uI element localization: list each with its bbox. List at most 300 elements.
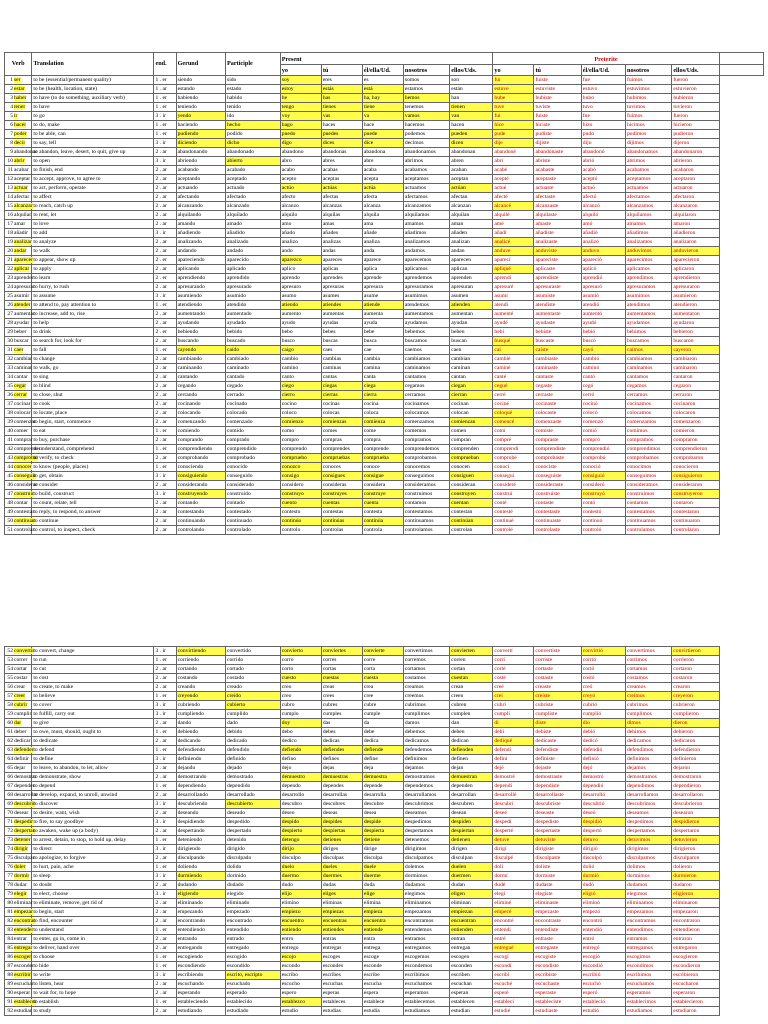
preterite-tu-cell: caíste [534, 346, 581, 355]
present-el-cell: ciega [362, 382, 403, 391]
translation-cell: to understand [32, 926, 154, 935]
verb: entender [14, 927, 34, 933]
preterite-nosotros-cell: costamos [625, 674, 671, 683]
preterite-tu-cell: dudaste [534, 881, 581, 890]
translation-cell: to apologize, to forgive [32, 854, 154, 863]
row-number: 73 [7, 837, 13, 843]
preterite-ellos-cell: añadieron [672, 229, 719, 238]
present-nosotros-cell: contestamos [403, 508, 449, 517]
preterite-nosotros-cell: establecimos [625, 998, 671, 1007]
row-number-cell [5, 782, 35, 791]
row-number-cell [5, 211, 32, 220]
preterite-tu-cell: entraste [534, 935, 581, 944]
participle-cell: escrito, escripto [226, 971, 281, 980]
table-row [5, 526, 764, 535]
preterite-ellos-cell: despertaron [672, 827, 719, 836]
preterite-nosotros-cell: elegimos [625, 890, 671, 899]
ending-cell: 3 . ir [154, 800, 176, 809]
present-el-cell: elimina [362, 899, 403, 908]
present-yo-cell: atiendo [280, 301, 321, 310]
present-tu-cell: despiertas [321, 827, 362, 836]
gerund-cell: defendiendo [176, 746, 225, 755]
participle-cell: dormido [226, 872, 281, 881]
preterite-ellos-cell: disculparon [672, 854, 719, 863]
preterite-ellos-cell: continuaron [672, 517, 719, 526]
present-yo-cell: escondo [280, 962, 321, 971]
row-number-cell [5, 346, 32, 355]
ending-cell: 2 . ar [154, 809, 176, 818]
row-number: 58 [7, 702, 13, 708]
table-row [5, 746, 764, 755]
row-number: 13 [7, 185, 13, 191]
row-number: 84 [7, 936, 13, 942]
table-row [5, 220, 764, 229]
translation-cell: to begin, start, commence [32, 418, 154, 427]
gerund-cell: cubriendo [176, 701, 225, 710]
participle-cell: dirigido [226, 845, 281, 854]
preterite-ellos-cell: cayeron [672, 346, 719, 355]
present-nosotros-cell: hacemos [403, 121, 449, 130]
preterite-yo-cell: analicé [493, 238, 534, 247]
participle-cell: cumplido [226, 710, 281, 719]
preterite-ellos-cell: esperaron [672, 989, 719, 998]
verb: comprobar [14, 455, 39, 461]
present-yo-cell: cumplo [280, 710, 321, 719]
row-number: 75 [7, 855, 13, 861]
preterite-tu-cell: contaste [534, 499, 581, 508]
present-yo-cell: deseo [280, 809, 321, 818]
present-tu-cell: construyes [321, 490, 362, 499]
present-yo-cell: alcanzo [280, 202, 321, 211]
preterite-el-cell: dudó [581, 881, 625, 890]
present-yo-cell: creo [280, 692, 321, 701]
row-number-cell [5, 319, 32, 328]
preterite-ellos-cell: aumentaron [672, 310, 719, 319]
present-yo-cell: estoy [280, 85, 321, 94]
table-row [5, 94, 764, 103]
participle-cell: comprobado [226, 454, 281, 463]
present-el-cell: ama [362, 220, 403, 229]
header-present-yo: yo [280, 64, 321, 76]
present-tu-cell: dueles [321, 863, 362, 872]
preterite-tu-cell: hubiste [534, 94, 581, 103]
row-number: 67 [7, 783, 13, 789]
preterite-nosotros-cell: escondimos [625, 962, 671, 971]
preterite-tu-cell: fuiste [534, 112, 581, 121]
row-number: 26 [7, 302, 13, 308]
present-nosotros-cell: escribimos [403, 971, 449, 980]
preterite-ellos-cell: colocaron [672, 409, 719, 418]
present-ellos-cell: añaden [450, 229, 493, 238]
ending-cell: 2 . ar [154, 166, 176, 175]
verb: cambiar [14, 356, 33, 362]
table-row [5, 337, 764, 346]
present-el-cell: empieza [362, 908, 403, 917]
preterite-yo-cell: cambié [493, 355, 534, 364]
participle-cell: construido [226, 490, 281, 499]
preterite-yo-cell: aprendí [493, 274, 534, 283]
present-ellos-cell: cubren [450, 701, 493, 710]
present-nosotros-cell: demostramos [403, 773, 449, 782]
table-row [5, 463, 764, 472]
verb: contestar [14, 509, 35, 515]
row-number: 55 [7, 675, 13, 681]
verb: demostrar [14, 774, 37, 780]
present-nosotros-cell: apresuramos [403, 283, 449, 292]
present-tu-cell: cantas [321, 373, 362, 382]
translation-cell: to analyze [32, 238, 154, 247]
preterite-tu-cell: escogiste [534, 953, 581, 962]
preterite-el-cell: costó [581, 674, 625, 683]
translation-cell: to elect, choose [32, 890, 154, 899]
verb: comprar [14, 437, 33, 443]
present-nosotros-cell: buscamos [403, 337, 449, 346]
participle-cell: alcanzado [226, 202, 281, 211]
preterite-el-cell: cayó [581, 346, 625, 355]
preterite-tu-cell: demostraste [534, 773, 581, 782]
row-number: 85 [7, 945, 13, 951]
participle-cell: demostrado [226, 773, 281, 782]
present-yo-cell: escribo [280, 971, 321, 980]
preterite-nosotros-cell: comprobamos [626, 454, 672, 463]
row-number: 29 [7, 329, 13, 335]
verb: cantar [14, 374, 28, 380]
row-number-cell [5, 76, 32, 85]
preterite-nosotros-cell: afectamos [626, 193, 672, 202]
preterite-ellos-cell: entendieron [672, 926, 719, 935]
preterite-tu-cell: analizaste [534, 238, 581, 247]
verb: aprender [14, 275, 34, 281]
present-tu-cell: caminas [321, 364, 362, 373]
present-el-cell: cree [362, 692, 403, 701]
ending-cell: 2 . ar [154, 193, 176, 202]
preterite-el-cell: colocó [581, 409, 625, 418]
present-tu-cell: puedes [321, 130, 362, 139]
present-ellos-cell: controlan [450, 526, 493, 535]
preterite-el-cell: aumentó [581, 310, 625, 319]
translation-cell: to build, construct [32, 490, 154, 499]
table-row [5, 854, 764, 863]
gerund-cell: dependiendo [176, 782, 225, 791]
present-ellos-cell: escuchan [450, 980, 493, 989]
table-row [5, 499, 764, 508]
table-row [5, 917, 764, 926]
verb: deber [14, 729, 27, 735]
ending-cell: 2 . ar [154, 400, 176, 409]
present-el-cell: descubre [362, 800, 403, 809]
ending-cell: 1 . er [154, 103, 176, 112]
present-tu-cell: has [321, 94, 362, 103]
present-el-cell: encuentra [362, 917, 403, 926]
present-ellos-cell: crean [450, 683, 493, 692]
present-yo-cell: aumento [280, 310, 321, 319]
preterite-el-cell: dolió [581, 863, 625, 872]
preterite-tu-cell: cumpliste [534, 710, 581, 719]
table-row [5, 863, 764, 872]
present-yo-cell: escucho [280, 980, 321, 989]
present-tu-cell: consigues [321, 472, 362, 481]
preterite-ellos-cell: atendieron [672, 301, 719, 310]
present-ellos-cell: analizan [450, 238, 493, 247]
participle-cell: controlado [226, 526, 281, 535]
translation-cell: to do, make [32, 121, 154, 130]
verb: analizar [14, 239, 32, 245]
header-translation: Translation [32, 53, 154, 76]
verb: desarrollar [14, 792, 38, 798]
present-yo-cell: acabo [280, 166, 321, 175]
translation-cell: to cut [32, 665, 154, 674]
preterite-tu-cell: aceptaste [534, 175, 581, 184]
row-number-cell [5, 517, 36, 526]
ending-cell: 2 . ar [154, 935, 176, 944]
participle-cell: escuchado [226, 980, 281, 989]
present-el-cell: duda [362, 881, 403, 890]
ending-cell: 2 . ar [154, 517, 176, 526]
present-yo-cell: dejo [280, 764, 321, 773]
preterite-tu-cell: estuviste [534, 85, 581, 94]
preterite-el-cell: descubrió [581, 800, 625, 809]
table-row [5, 76, 764, 85]
preterite-nosotros-cell: contamos [626, 499, 672, 508]
row-number-cell [5, 980, 32, 989]
preterite-el-cell: convirtió [581, 647, 625, 656]
gerund-cell: cumpliendo [176, 710, 225, 719]
preterite-ellos-cell: crearon [672, 683, 719, 692]
present-el-cell: duerme [362, 872, 403, 881]
preterite-tu-cell: dirigiste [534, 845, 581, 854]
verb: costar [14, 675, 28, 681]
preterite-tu-cell: encontraste [534, 917, 581, 926]
preterite-yo-cell: convertí [493, 647, 534, 656]
verb: elegir [14, 891, 27, 897]
present-nosotros-cell: tenemos [403, 103, 449, 112]
verb: atender [14, 302, 31, 308]
verb: añadir [14, 230, 28, 236]
gerund-cell: cortando [176, 665, 225, 674]
row-number: 10 [7, 158, 13, 164]
present-yo-cell: tengo [280, 103, 321, 112]
translation-cell: to attend to, pay attention to [32, 301, 154, 310]
translation-cell: to be (essential/permanent quality) [32, 76, 154, 85]
verb: aplicar [14, 266, 30, 272]
present-yo-cell: dudo [280, 881, 321, 890]
gerund-cell: yendo [176, 112, 225, 121]
row-number: 70 [7, 810, 13, 816]
present-ellos-cell: aumentan [450, 310, 493, 319]
gerund-cell: dejando [176, 764, 225, 773]
row-number-cell [5, 436, 32, 445]
ending-cell: 1 . er [154, 445, 176, 454]
ending-cell: 2 . ar [154, 1007, 176, 1016]
row-number-cell [5, 391, 32, 400]
present-tu-cell: tienes [321, 103, 362, 112]
translation-cell: to rent, let [32, 211, 154, 220]
preterite-yo-cell: afecté [493, 193, 534, 202]
present-el-cell: entiende [362, 926, 403, 935]
participle-cell: alquilado [226, 211, 281, 220]
preterite-tu-cell: defendiste [534, 746, 581, 755]
table-row [5, 85, 764, 94]
present-yo-cell: ciego [280, 382, 321, 391]
ending-cell: 1 . er [154, 728, 176, 737]
present-el-cell: acepta [362, 175, 403, 184]
present-ellos-cell: colocan [450, 409, 493, 418]
gerund-cell: cegando [176, 382, 225, 391]
preterite-ellos-cell: debieron [672, 728, 719, 737]
verb: aparecer [14, 257, 33, 263]
table-row [5, 103, 764, 112]
present-el-cell: cierra [362, 391, 403, 400]
present-tu-cell: cortas [321, 665, 362, 674]
preterite-ellos-cell: cumplieron [672, 710, 719, 719]
participle-cell: deseado [226, 809, 281, 818]
preterite-nosotros-cell: convertimos [625, 647, 671, 656]
present-ellos-cell: descubren [450, 800, 493, 809]
preterite-yo-cell: creé [493, 683, 534, 692]
preterite-tu-cell: conociste [534, 463, 581, 472]
preterite-tu-cell: escuchaste [534, 980, 581, 989]
participle-cell: podido [226, 130, 281, 139]
present-ellos-cell: escriben [450, 971, 493, 980]
row-number-cell [5, 845, 32, 854]
present-yo-cell: contesto [280, 508, 321, 517]
row-number-cell [5, 409, 32, 418]
gerund-cell: teniendo [176, 103, 225, 112]
verb: comprender [14, 446, 41, 452]
translation-cell: to enter, go in, come in [32, 935, 154, 944]
present-tu-cell: aplicas [321, 265, 362, 274]
present-yo-cell: acepto [280, 175, 321, 184]
preterite-yo-cell: contesté [493, 508, 534, 517]
preterite-nosotros-cell: cubrimos [625, 701, 671, 710]
present-tu-cell: conoces [321, 463, 362, 472]
preterite-yo-cell: dejé [493, 764, 534, 773]
preterite-yo-cell: tuve [493, 103, 534, 112]
verb: defender [14, 747, 34, 753]
verb: apresurar [14, 284, 35, 290]
gerund-cell: bebiendo [176, 328, 225, 337]
preterite-yo-cell: encontré [493, 917, 534, 926]
present-yo-cell: cuesto [280, 674, 321, 683]
row-number-cell [5, 193, 32, 202]
present-nosotros-cell: deseamos [403, 809, 449, 818]
verb: construir [14, 491, 34, 497]
present-el-cell: da [362, 719, 403, 728]
preterite-yo-cell: dudé [493, 881, 534, 890]
verb: convertir [14, 648, 35, 654]
preterite-ellos-cell: demostraron [672, 773, 719, 782]
row-number: 76 [7, 864, 13, 870]
verb: caer [14, 347, 24, 353]
row-number: 24 [7, 284, 13, 290]
present-tu-cell: vas [321, 112, 362, 121]
present-el-cell: camina [362, 364, 403, 373]
present-el-cell: aplica [362, 265, 403, 274]
verb: dejar [14, 765, 26, 771]
preterite-tu-cell: estudiaste [534, 1007, 581, 1016]
preterite-nosotros-cell: dijimos [626, 139, 672, 148]
present-el-cell: cubre [362, 701, 403, 710]
preterite-el-cell: creó [581, 683, 625, 692]
participle-cell: contestado [226, 508, 281, 517]
present-ellos-cell: duermen [450, 872, 493, 881]
participle-cell: disculpado [226, 854, 281, 863]
translation-cell: to have (to do something, auxiliary verb) [32, 94, 154, 103]
preterite-ellos-cell: entregaron [672, 944, 719, 953]
verb: dormir [14, 873, 30, 879]
row-number: 83 [7, 927, 13, 933]
preterite-el-cell: consiguió [581, 472, 625, 481]
present-el-cell: conoce [362, 463, 403, 472]
present-nosotros-cell: cegamos [403, 382, 449, 391]
present-yo-cell: duermo [280, 872, 321, 881]
row-number-cell [5, 220, 32, 229]
participle-cell: cortado [226, 665, 281, 674]
preterite-tu-cell: dejaste [534, 764, 581, 773]
present-nosotros-cell: afectamos [403, 193, 449, 202]
header-preterite-tu: tú [534, 64, 581, 76]
ending-cell: 1 . er [154, 962, 176, 971]
preterite-nosotros-cell: despertamos [625, 827, 671, 836]
ending-cell: 3 . ir [154, 229, 176, 238]
preterite-el-cell: disculpó [581, 854, 625, 863]
preterite-el-cell: compró [581, 436, 625, 445]
row-number-cell [5, 764, 32, 773]
gerund-cell: diciendo [176, 139, 225, 148]
preterite-el-cell: cambió [581, 355, 625, 364]
preterite-ellos-cell: dudaron [672, 881, 719, 890]
preterite-nosotros-cell: disculpamos [625, 854, 671, 863]
gerund-cell: deteniendo [176, 836, 225, 845]
preterite-nosotros-cell: apresuramos [626, 283, 672, 292]
ending-cell: 2 . ar [154, 247, 176, 256]
preterite-tu-cell: comiste [534, 427, 581, 436]
verb: despedir [14, 819, 33, 825]
row-number: 31 [7, 347, 13, 353]
preterite-el-cell: entró [581, 935, 625, 944]
preterite-nosotros-cell: aprendimos [626, 274, 672, 283]
present-tu-cell: detienes [321, 836, 362, 845]
row-number-cell [5, 256, 32, 265]
participle-cell: desarrollado [226, 791, 281, 800]
ending-cell: 3 . ir [154, 139, 176, 148]
row-number-cell [5, 328, 32, 337]
ending-cell: 1 . er [154, 836, 176, 845]
preterite-ellos-cell: contaron [672, 499, 719, 508]
present-tu-cell: alcanzas [321, 202, 362, 211]
table-row [5, 229, 764, 238]
participle-cell: aceptado [226, 175, 281, 184]
ending-cell: 2 . ar [154, 211, 176, 220]
row-number-cell [5, 827, 35, 836]
row-number: 71 [7, 819, 13, 825]
ending-cell: 2 . ar [154, 319, 176, 328]
preterite-nosotros-cell: cortamos [625, 665, 671, 674]
present-nosotros-cell: construimos [403, 490, 449, 499]
table-row [5, 989, 764, 998]
table-row [5, 391, 764, 400]
preterite-tu-cell: buscaste [534, 337, 581, 346]
row-number-cell [5, 202, 32, 211]
present-nosotros-cell: andamos [403, 247, 449, 256]
preterite-el-cell: cantó [581, 373, 625, 382]
present-yo-cell: estudio [280, 1007, 321, 1016]
gerund-cell: cayendo [176, 346, 225, 355]
present-tu-cell: defiendes [321, 746, 362, 755]
table-row [5, 418, 764, 427]
ending-cell: 2 . ar [154, 265, 176, 274]
table-row [5, 827, 764, 836]
